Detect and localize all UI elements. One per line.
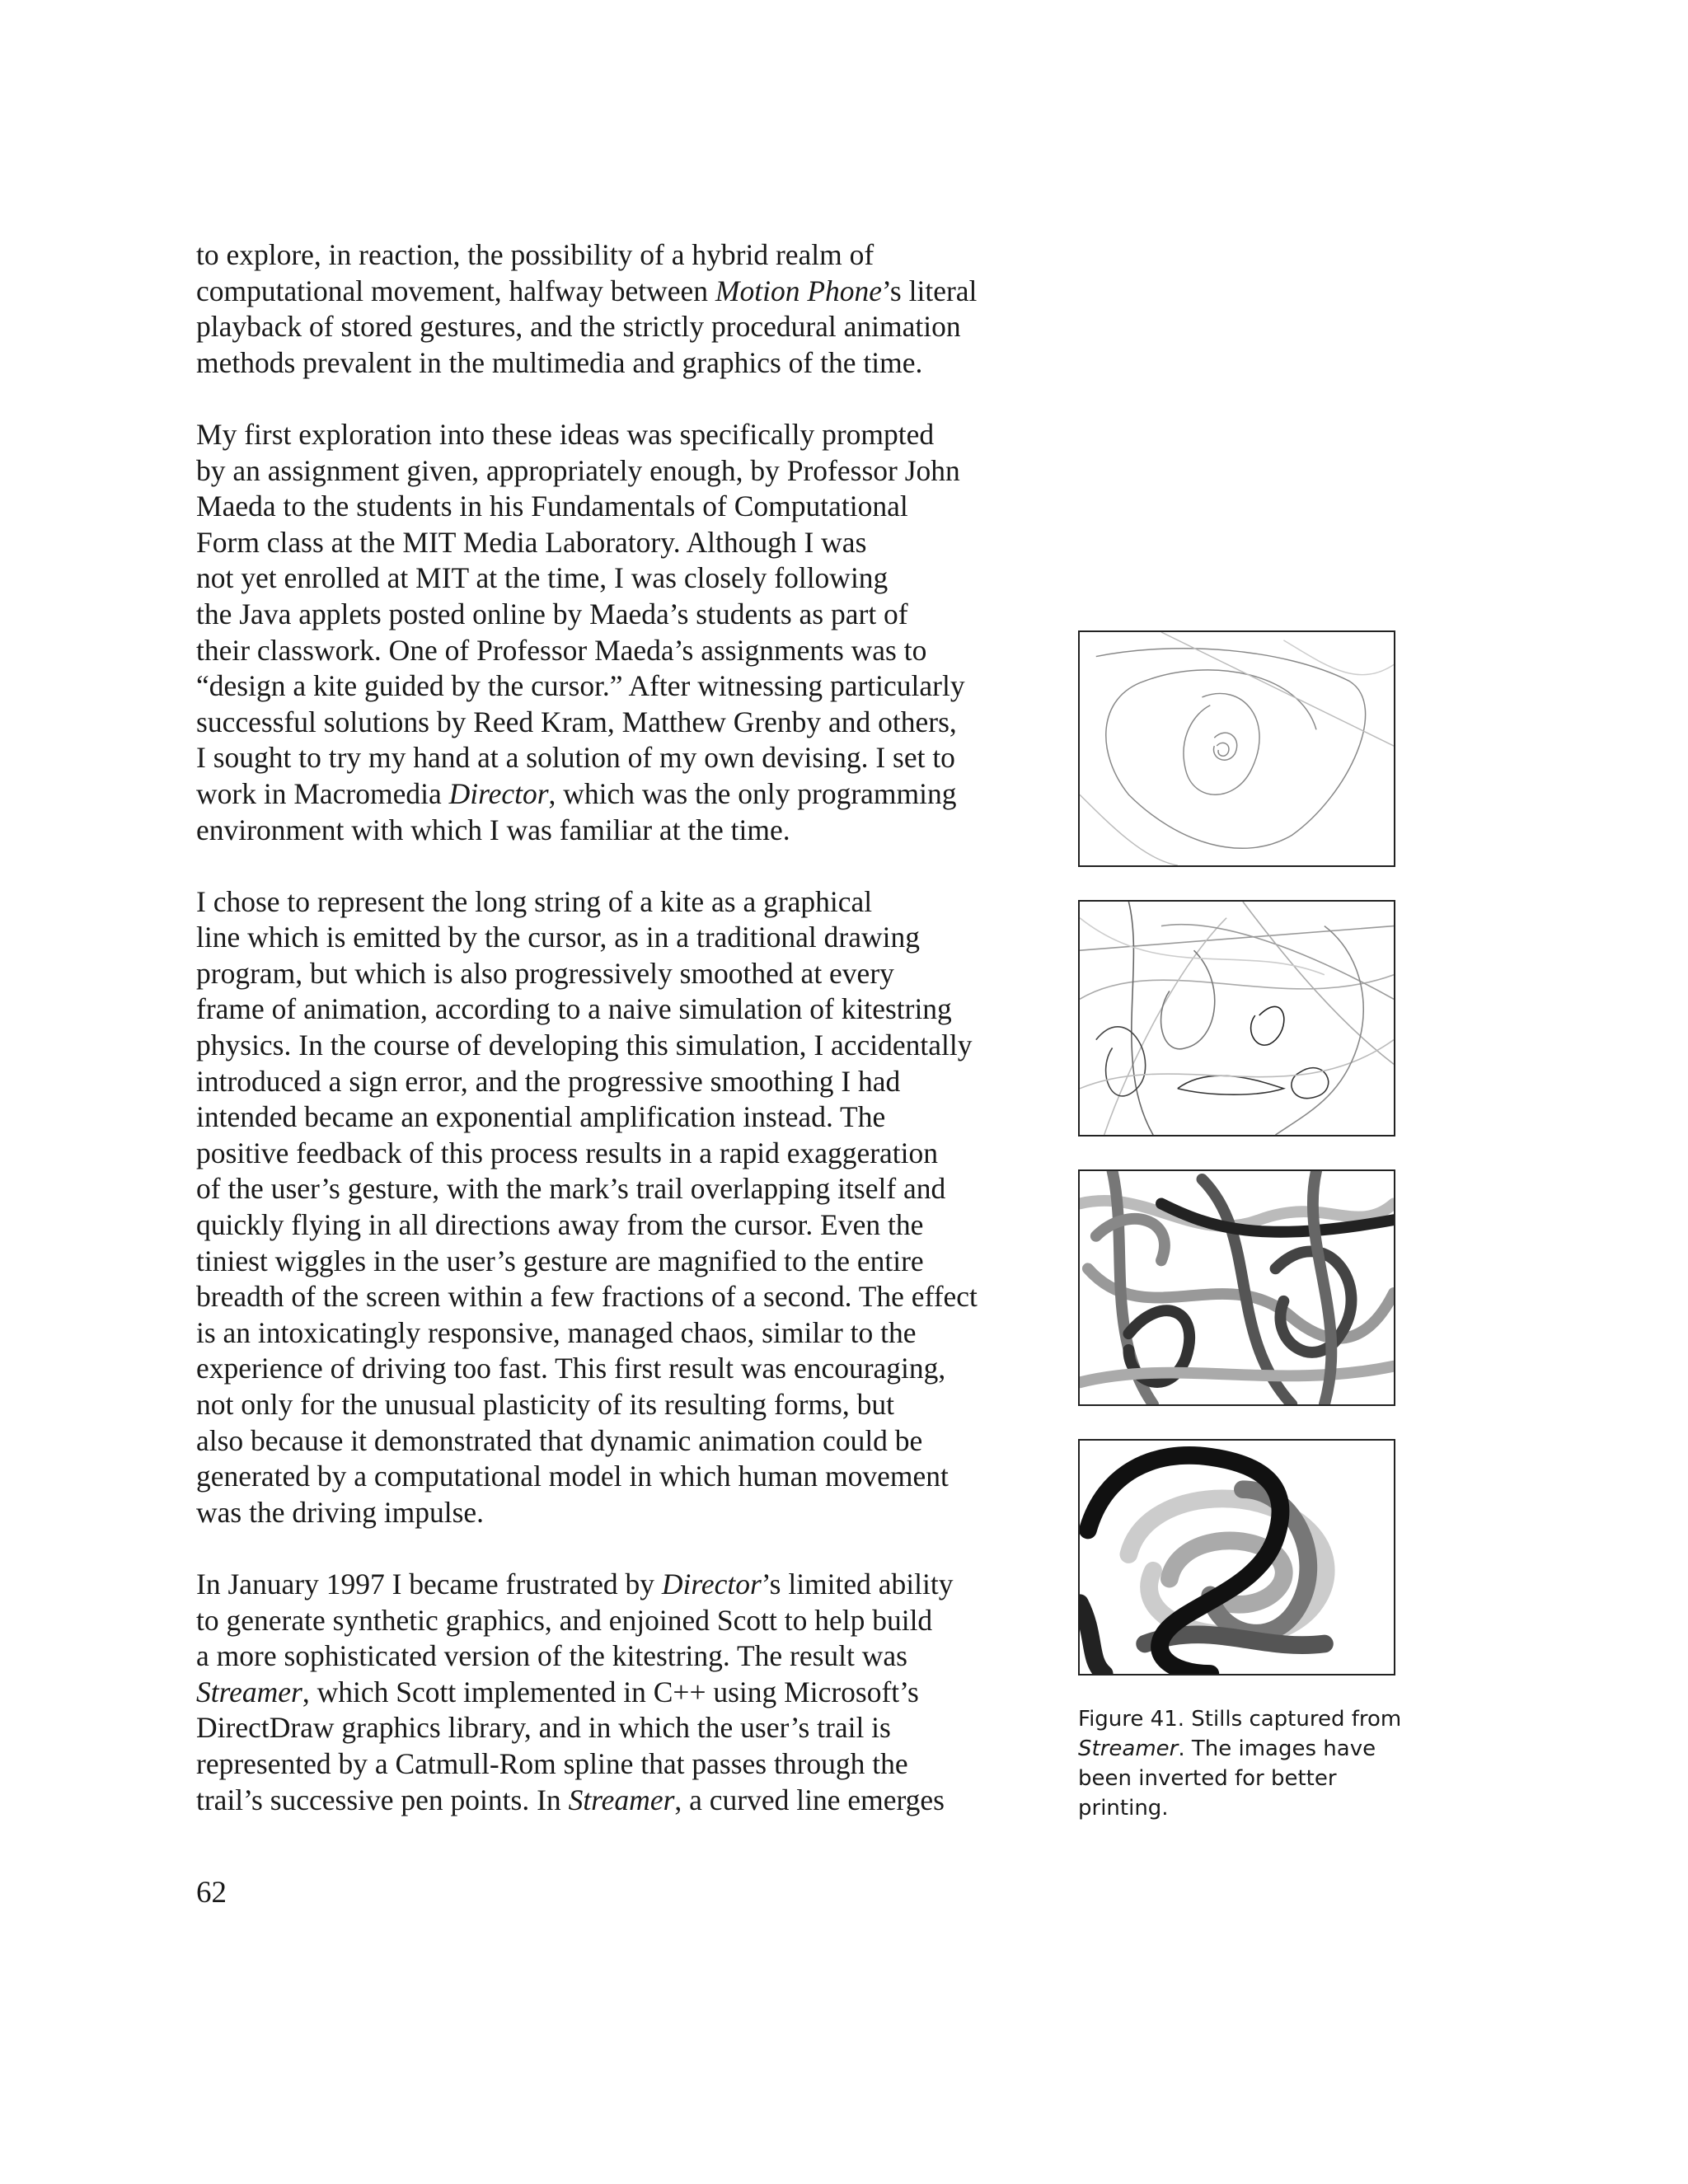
text-line: environment with which I was familiar at the time.	[196, 813, 790, 846]
caption-line: printing.	[1078, 1796, 1169, 1821]
text-line: program, but which is also progressively smoothed at every	[196, 956, 894, 990]
paragraph	[196, 884, 1053, 1531]
text-line: experience of driving too fast. This first result was encouraging,	[196, 1352, 946, 1385]
text-line: by an assignment given, appropriately enough, by Professor John	[196, 453, 960, 487]
text-line: Form class at the MIT Media Laboratory. Although I was	[196, 525, 867, 559]
text-line: represented by a Catmull-Rom spline that passes through the	[196, 1746, 908, 1780]
text-line: “design a kite guided by the cursor.” After witnessing particularly	[196, 669, 965, 703]
streamer-still-4-image	[1080, 1441, 1394, 1674]
italic-title: Streamer	[1078, 1736, 1179, 1761]
text-line: also because it demonstrated that dynamic animation could be	[196, 1423, 923, 1457]
streamer-still-2-image	[1080, 902, 1394, 1135]
figure-caption	[1078, 1704, 1400, 1823]
caption-line: Streamer. The images have	[1078, 1736, 1376, 1761]
italic-title: Director	[448, 776, 549, 810]
page-number: 62	[196, 1876, 227, 1910]
text-line: quickly flying in all directions away from the cursor. Even the	[196, 1208, 924, 1242]
text-line: DirectDraw graphics library, and in which the user’s trail is	[196, 1711, 891, 1745]
paragraph	[196, 237, 1053, 381]
text-line: intended became an exponential amplification instead. The	[196, 1100, 886, 1134]
figure-still-3	[1078, 1169, 1395, 1406]
figure-still-4	[1078, 1439, 1395, 1675]
figure-still-2	[1078, 900, 1395, 1137]
text-line: the Java applets posted online by Maeda’s students as part of	[196, 597, 908, 630]
text-line: Maeda to the students in his Fundamentals of Computational	[196, 490, 908, 523]
streamer-still-3-image	[1080, 1171, 1394, 1404]
paragraph	[196, 1567, 1053, 1818]
italic-title: Motion Phone	[715, 274, 883, 307]
text-line: a more sophisticated version of the kitestring. The result was	[196, 1639, 907, 1673]
text-line: was the driving impulse.	[196, 1495, 485, 1529]
text-line: physics. In the course of developing this simulation, I accidentally	[196, 1029, 973, 1062]
text-line: Streamer, which Scott implemented in C++ using Microsoft’s	[196, 1675, 919, 1708]
text-line: positive feedback of this process results in a rapid exaggeration	[196, 1136, 939, 1169]
caption-line: been inverted for better	[1078, 1766, 1337, 1791]
italic-title: Streamer	[568, 1783, 675, 1816]
text-line: work in Macromedia Director, which was the only programming	[196, 776, 957, 810]
text-line: breadth of the screen within a few fractions of a second. The effect	[196, 1280, 978, 1314]
text-line: of the user’s gesture, with the mark’s trail overlapping itself and	[196, 1172, 946, 1206]
text-line: to explore, in reaction, the possibility of a hybrid realm of	[196, 238, 874, 271]
italic-title: Director	[661, 1567, 762, 1601]
body-text	[196, 237, 1053, 1854]
text-line: is an intoxicatingly responsive, managed chaos, similar to the	[196, 1315, 917, 1349]
italic-title: Streamer	[196, 1675, 302, 1708]
text-line: methods prevalent in the multimedia and graphics of the time.	[196, 345, 923, 379]
text-line: In January 1997 I became frustrated by Director’s limited ability	[196, 1567, 954, 1601]
text-line: generated by a computational model in which human movement	[196, 1460, 949, 1493]
text-line: line which is emitted by the cursor, as in a traditional drawing	[196, 921, 920, 954]
caption-line: Figure 41. Stills captured from	[1078, 1707, 1402, 1732]
figure-still-1	[1078, 630, 1395, 867]
text-line: not yet enrolled at MIT at the time, I was closely following	[196, 561, 889, 595]
text-line: playback of stored gestures, and the strictly procedural animation	[196, 310, 961, 344]
text-line: frame of animation, according to a naive simulation of kitestring	[196, 992, 952, 1026]
text-line: trail’s successive pen points. In Streamer, a curved line emerges	[196, 1783, 945, 1816]
streamer-still-1-image	[1080, 632, 1394, 865]
text-line: to generate synthetic graphics, and enjoined Scott to help build	[196, 1603, 933, 1637]
text-line: My first exploration into these ideas was specifically prompted	[196, 417, 935, 451]
text-line: not only for the unusual plasticity of its resulting forms, but	[196, 1388, 894, 1421]
text-line: successful solutions by Reed Kram, Matthew Grenby and others,	[196, 705, 957, 738]
text-line: their classwork. One of Professor Maeda’s assignments was to	[196, 633, 927, 667]
text-line: tiniest wiggles in the user’s gesture are magnified to the entire	[196, 1244, 924, 1277]
text-line: I sought to try my hand at a solution of my own devising. I set to	[196, 741, 955, 775]
text-line: introduced a sign error, and the progressive smoothing I had	[196, 1064, 901, 1098]
text-line: computational movement, halfway between Motion Phone’s literal	[196, 274, 978, 307]
text-line: I chose to represent the long string of a kite as a graphical	[196, 884, 873, 918]
paragraph	[196, 417, 1053, 848]
